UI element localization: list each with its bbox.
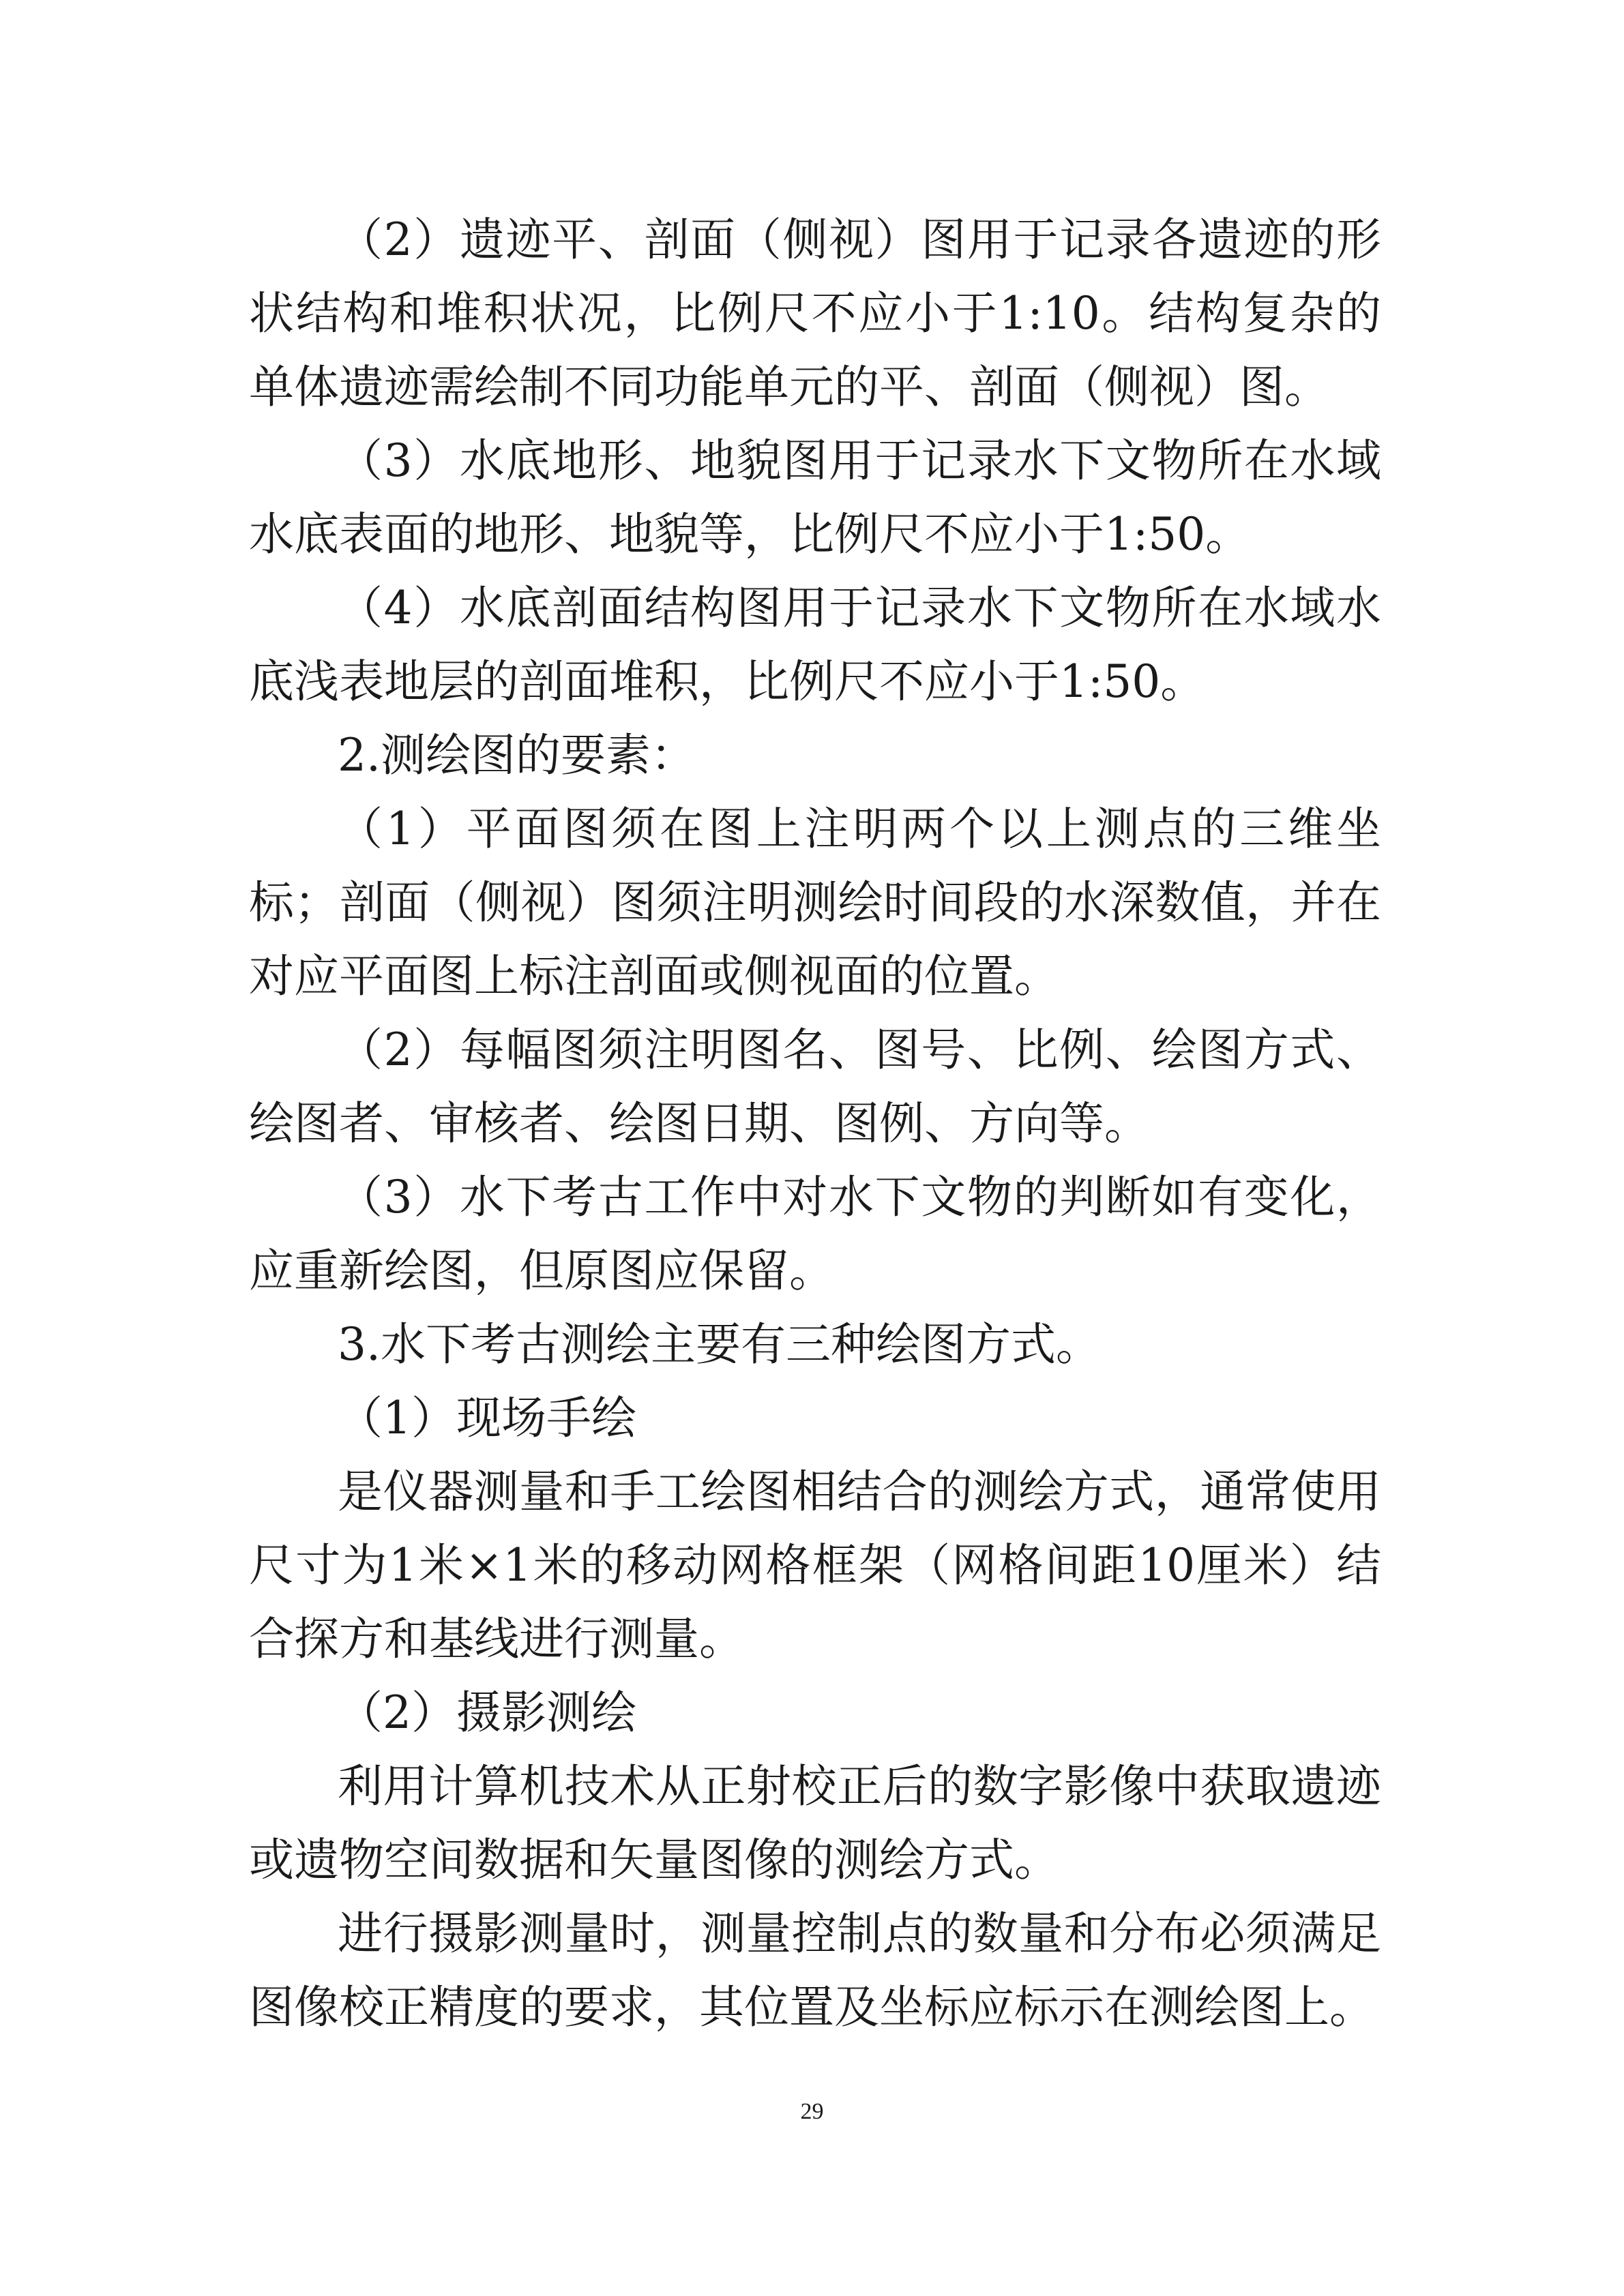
heading-drawing-elements: 2.测绘图的要素： [338,729,696,781]
paragraph-site-plan-section: （2）遗迹平、剖面（侧视）图用于记录各遗迹的形状结构和堆积状况，比例尺不应小于1:10。结构复杂的单体遗迹需绘制不同功能单元的平、剖面（侧视）图。 [249,213,1381,413]
paragraph-drawing-labels: （2）每幅图须注明图名、图号、比例、绘图方式、绘图者、审核者、绘图日期、图例、方向等。 [249,1024,1381,1150]
subheading-photogrammetry: （2）摄影测绘 [338,1686,636,1739]
paragraph-control-points: 进行摄影测量时，测量控制点的数量和分布必须满足图像校正精度的要求，其位置及坐标应标示在测绘图上。 [249,1907,1381,2033]
heading-drawing-methods: 3.水下考古测绘主要有三种绘图方式。 [338,1318,1101,1371]
paragraph-redraw: （3）水下考古工作中对水下文物的判断如有变化，应重新绘图，但原图应保留。 [249,1171,1381,1297]
paragraph-seabed-topography: （3）水底地形、地貌图用于记录水下文物所在水域水底表面的地形、地貌等，比例尺不应小于1:50。 [249,434,1381,561]
paragraph-field-sketch: 是仪器测量和手工绘图相结合的测绘方式，通常使用尺寸为1米×1米的移动网格框架（网格间距10厘米）结合探方和基线进行测量。 [249,1465,1381,1665]
paragraph-seabed-profile: （4）水底剖面结构图用于记录水下文物所在水域水底浅表地层的剖面堆积，比例尺不应小于1:50。 [249,582,1381,708]
body-text [249,203,1381,2044]
paragraph-photogrammetry: 利用计算机技术从正射校正后的数字影像中获取遗迹或遗物空间数据和矢量图像的测绘方式。 [249,1760,1381,1886]
paragraph-plan-coordinates: （1）平面图须在图上注明两个以上测点的三维坐标；剖面（侧视）图须注明测绘时间段的水深数值，并在对应平面图上标注剖面或侧视面的位置。 [249,803,1381,1002]
page-number: 29 [800,2099,824,2124]
subheading-field-sketch: （1）现场手绘 [338,1392,636,1444]
